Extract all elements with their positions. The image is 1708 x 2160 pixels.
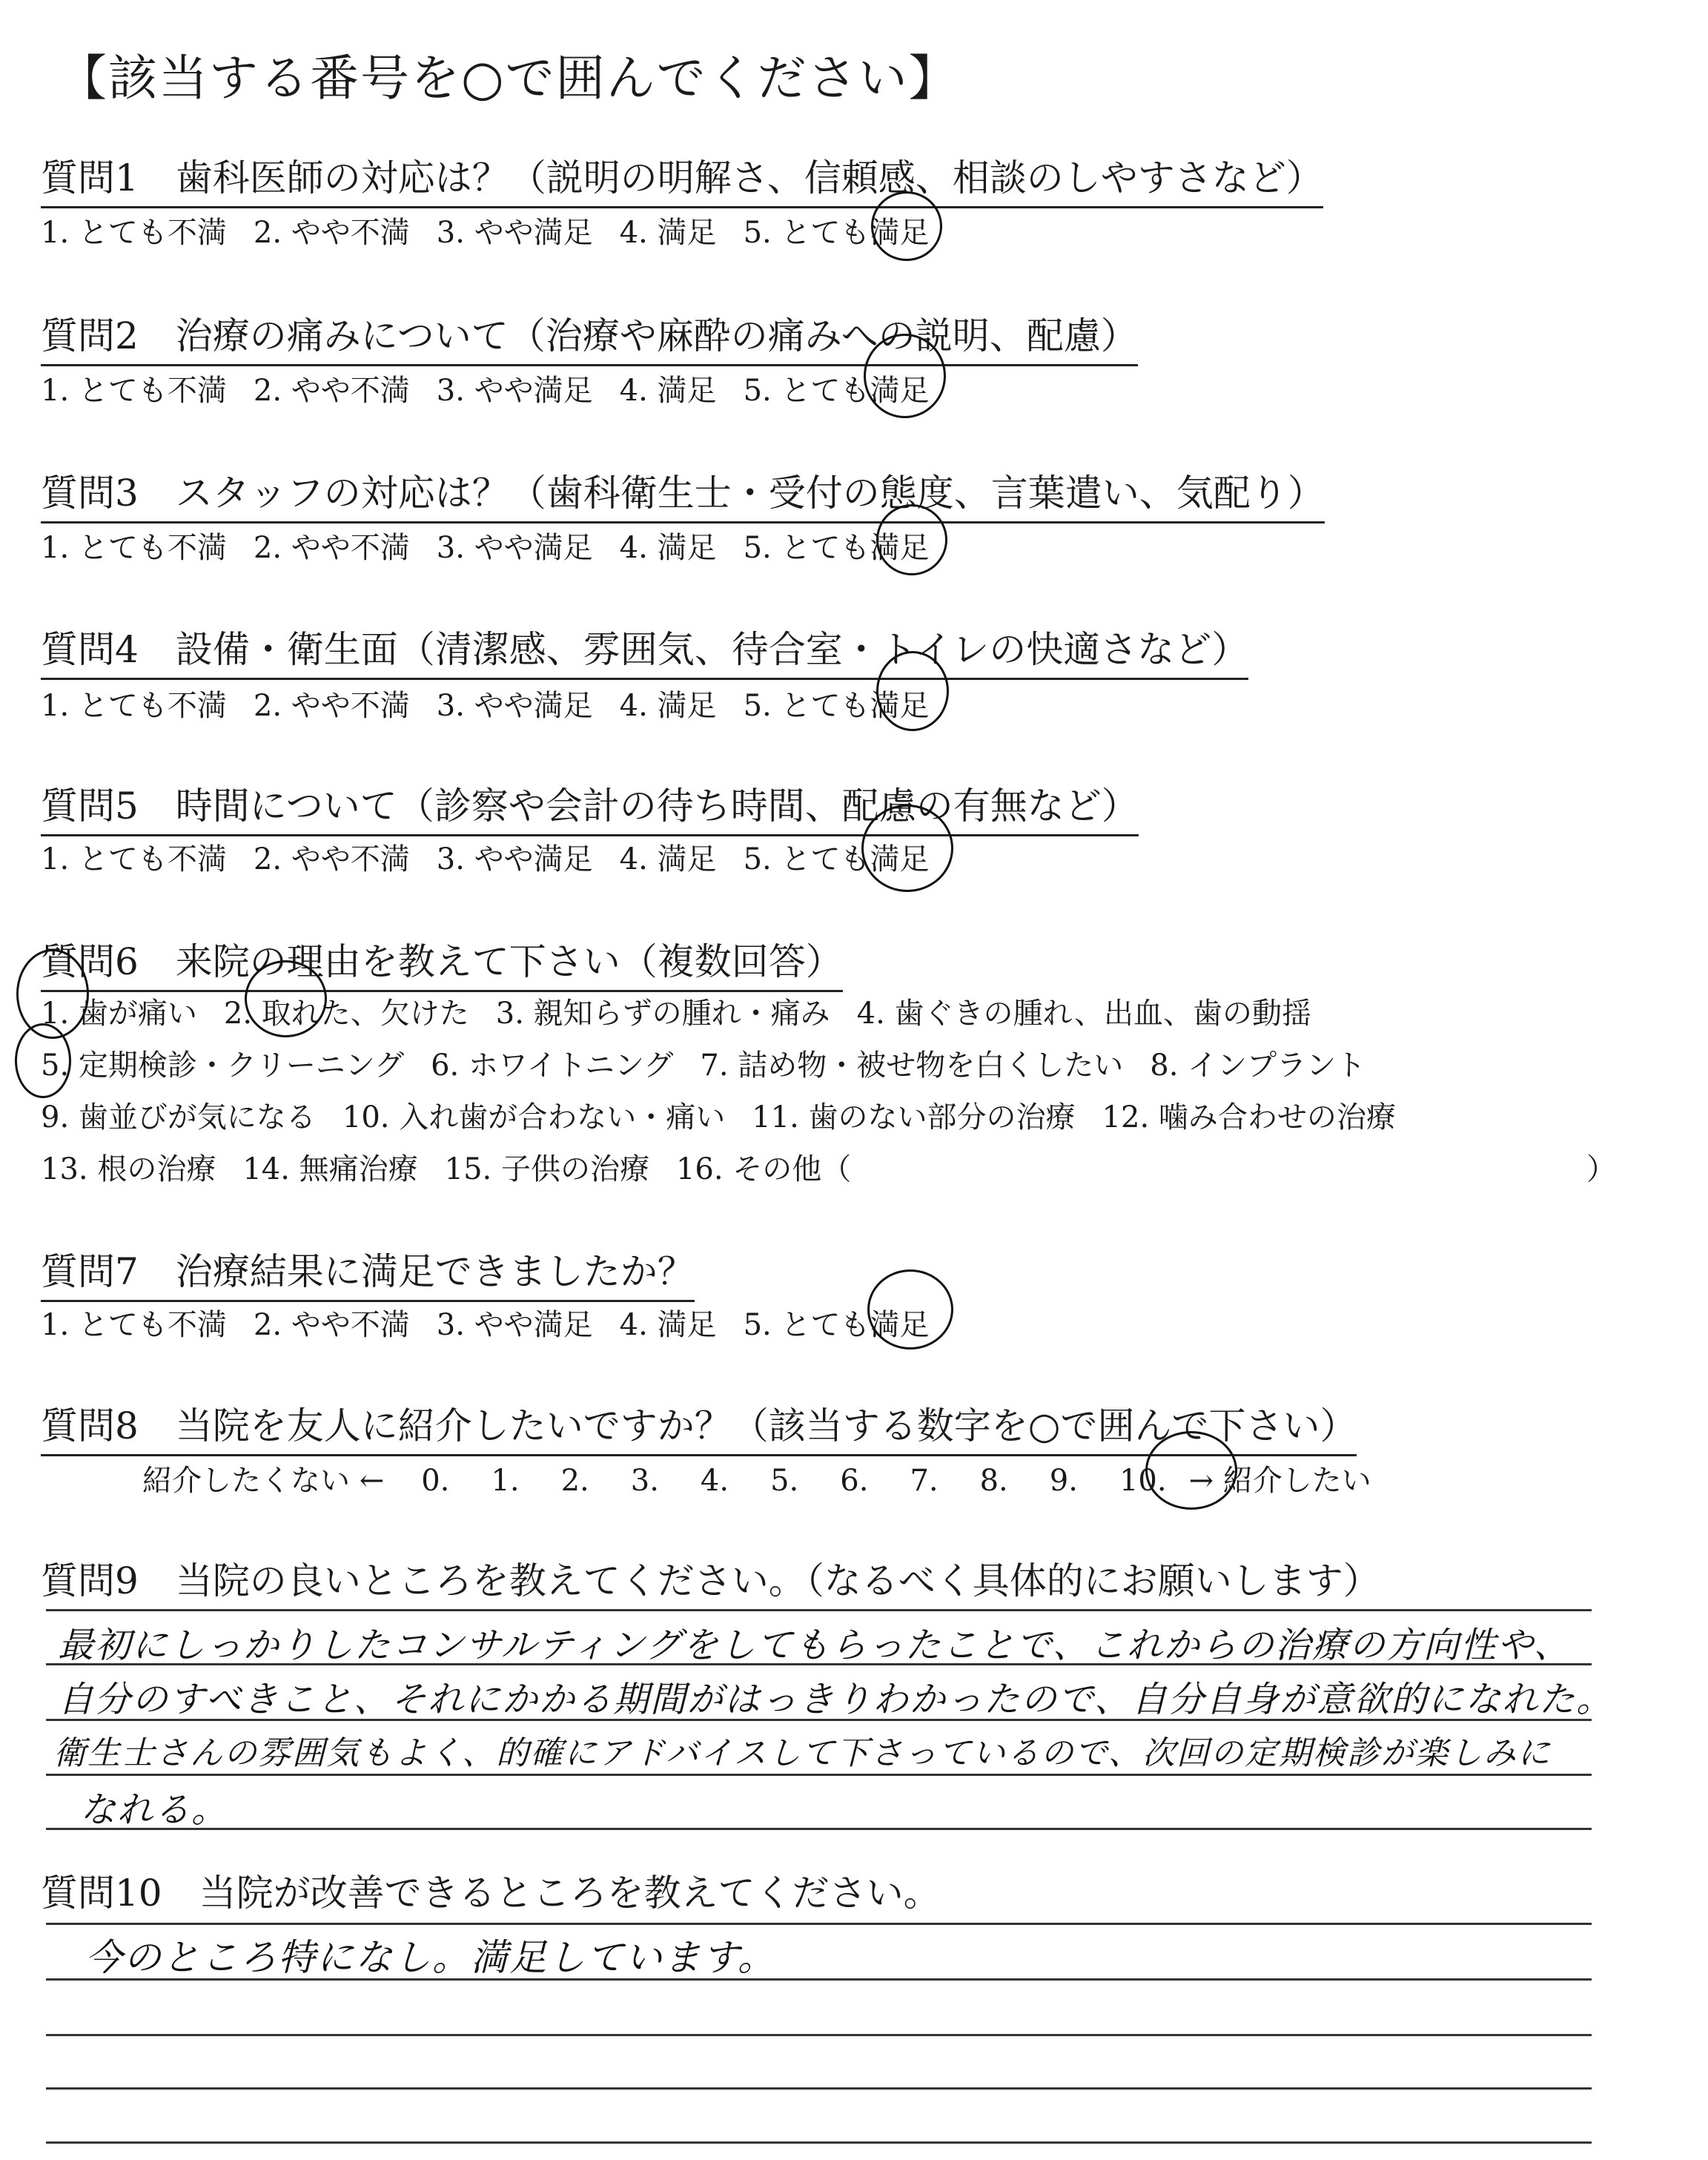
q5-option-5[interactable]: 5. とても満足 xyxy=(743,842,930,876)
q2-option-4[interactable]: 4. 満足 xyxy=(619,374,717,408)
q6-option-10[interactable]: 10. 入れ歯が合わない・痛い xyxy=(342,1100,726,1135)
question-7-options xyxy=(41,1301,956,1344)
q10-ruled-line-3 xyxy=(46,2034,1592,2036)
question-6-row-4 xyxy=(41,1146,878,1188)
question-3-heading: 質問3 スタッフの対応は？（歯科衛生士・受付の態度、言葉遣い、気配り） xyxy=(41,463,1325,524)
q5-option-3[interactable]: 3. やや満足 xyxy=(436,842,593,876)
q7-option-4[interactable]: 4. 満足 xyxy=(619,1308,717,1342)
q4-option-4[interactable]: 4. 満足 xyxy=(619,689,717,723)
q9-ruled-line-5 xyxy=(46,1828,1592,1830)
q8-left-label: 紹介したくない ← xyxy=(142,1464,385,1498)
question-5-heading: 質問5 時間について（診察や会計の待ち時間、配慮の有無など） xyxy=(41,776,1139,836)
q6-option-8[interactable]: 8. インプラント xyxy=(1150,1048,1366,1083)
q5-selection-circle xyxy=(861,805,953,892)
q7-selection-circle xyxy=(867,1269,953,1350)
q9-answer-line-2: 自分のすべきこと、それにかかる期間がはっきりわかったので、自分自身が意欲的になれた。 xyxy=(58,1679,1614,1720)
q3-selection-circle xyxy=(876,504,947,575)
q6-selection-circle-5 xyxy=(15,1023,71,1098)
q2-option-1[interactable]: 1. とても不満 xyxy=(41,374,227,408)
question-9-heading: 質問9 当院の良いところを教えてください。（なるべく具体的にお願いします） xyxy=(41,1559,1380,1602)
q8-scale-4[interactable]: 4. xyxy=(700,1464,729,1498)
question-2-options xyxy=(41,367,956,409)
q1-option-1[interactable]: 1. とても不満 xyxy=(41,216,227,250)
q3-option-1[interactable]: 1. とても不満 xyxy=(41,531,227,565)
q5-option-1[interactable]: 1. とても不満 xyxy=(41,842,227,876)
q9-ruled-line-4 xyxy=(46,1774,1592,1776)
q7-option-1[interactable]: 1. とても不満 xyxy=(41,1308,227,1342)
question-3-options xyxy=(41,524,956,567)
q8-scale-0[interactable]: 0. xyxy=(421,1464,450,1498)
question-6-heading: 質問6 来院の理由を教えて下さい（複数回答） xyxy=(41,932,843,992)
q10-ruled-line-5 xyxy=(46,2141,1592,2144)
q6-option-7[interactable]: 7. 詰め物・被せ物を白くしたい xyxy=(700,1048,1124,1083)
q1-option-4[interactable]: 4. 満足 xyxy=(619,216,717,250)
q8-scale-8[interactable]: 8. xyxy=(979,1464,1008,1498)
q5-option-2[interactable]: 2. やや不満 xyxy=(253,842,410,876)
question-6-row-1 xyxy=(41,990,1338,1032)
q2-option-2[interactable]: 2. やや不満 xyxy=(253,374,410,408)
q3-option-3[interactable]: 3. やや満足 xyxy=(436,531,593,565)
q6-other-close-paren: ） xyxy=(1586,1152,1616,1186)
q9-ruled-line-1 xyxy=(46,1609,1592,1611)
q6-option-13[interactable]: 13. 根の治療 xyxy=(41,1152,216,1186)
q6-option-2[interactable]: 2. 取れた、欠けた xyxy=(223,997,469,1031)
question-7-heading: 質問7 治療結果に満足できましたか？ xyxy=(41,1242,695,1302)
question-10-heading: 質問10 当院が改善できるところを教えてください。 xyxy=(41,1872,941,1915)
question-4-heading: 質問4 設備・衛生面（清潔感、雰囲気、待合室・トイレの快適さなど） xyxy=(41,620,1248,680)
q6-option-4[interactable]: 4. 歯ぐきの腫れ、出血、歯の動揺 xyxy=(856,997,1311,1031)
q10-answer-line-1: 今のところ特になし。満足しています。 xyxy=(85,1936,776,1979)
q10-ruled-line-4 xyxy=(46,2087,1592,2090)
q6-option-14[interactable]: 14. 無痛治療 xyxy=(242,1152,418,1186)
q6-option-9[interactable]: 9. 歯並びが気になる xyxy=(41,1100,316,1135)
question-2-heading: 質問2 治療の痛みについて（治療や麻酔の痛みへの説明、配慮） xyxy=(41,306,1138,366)
q8-scale-1[interactable]: 1. xyxy=(491,1464,520,1498)
q8-scale-2[interactable]: 2. xyxy=(560,1464,589,1498)
q2-option-3[interactable]: 3. やや満足 xyxy=(436,374,593,408)
q7-option-3[interactable]: 3. やや満足 xyxy=(436,1308,593,1342)
q9-answer-line-1: 最初にしっかりしたコンサルティングをしてもらったことで、これからの治療の方向性や、 xyxy=(58,1625,1571,1666)
q7-option-2[interactable]: 2. やや不満 xyxy=(253,1308,410,1342)
page-title: 【該当する番号を○で囲んでください】 xyxy=(58,50,959,107)
question-6-row-3 xyxy=(41,1094,1423,1136)
q8-scale-9[interactable]: 9. xyxy=(1049,1464,1078,1498)
q6-option-15[interactable]: 15. 子供の治療 xyxy=(444,1152,649,1186)
q8-scale-10[interactable]: 10. xyxy=(1119,1464,1167,1498)
q4-selection-circle xyxy=(876,651,949,731)
q8-scale-5[interactable]: 5. xyxy=(770,1464,799,1498)
question-1-heading: 質問1 歯科医師の対応は？（説明の明解さ、信頼感、相談のしやすさなど） xyxy=(41,148,1323,208)
q10-ruled-line-1 xyxy=(46,1923,1592,1925)
q3-option-2[interactable]: 2. やや不満 xyxy=(253,531,410,565)
q8-scale-6[interactable]: 6. xyxy=(840,1464,869,1498)
q5-option-4[interactable]: 4. 満足 xyxy=(619,842,717,876)
q4-option-2[interactable]: 2. やや不満 xyxy=(253,689,410,723)
q6-selection-circle-2 xyxy=(245,960,327,1037)
q1-selection-circle xyxy=(871,191,942,261)
q3-option-4[interactable]: 4. 満足 xyxy=(619,531,717,565)
q6-option-1[interactable]: 1. 歯が痛い xyxy=(41,997,197,1031)
q1-option-5[interactable]: 5. とても満足 xyxy=(743,216,930,250)
q6-option-5[interactable]: 5. 定期検診・クリーニング xyxy=(41,1048,405,1083)
q4-option-5[interactable]: 5. とても満足 xyxy=(743,689,930,723)
question-8-heading: 質問8 当院を友人に紹介したいですか？（該当する数字を○で囲んで下さい） xyxy=(41,1396,1357,1456)
q2-option-5[interactable]: 5. とても満足 xyxy=(743,374,930,408)
q4-option-1[interactable]: 1. とても不満 xyxy=(41,689,227,723)
q6-option-6[interactable]: 6. ホワイトニング xyxy=(431,1048,674,1083)
q6-option-12[interactable]: 12. 噛み合わせの治療 xyxy=(1102,1100,1396,1135)
question-5-options xyxy=(41,836,956,878)
q6-option-11[interactable]: 11. 歯のない部分の治療 xyxy=(752,1100,1076,1135)
q6-option-3[interactable]: 3. 親知らずの腫れ・痛み xyxy=(495,997,830,1031)
q3-option-5[interactable]: 5. とても満足 xyxy=(743,531,930,565)
q9-answer-line-4: なれる。 xyxy=(80,1789,229,1831)
q4-option-3[interactable]: 3. やや満足 xyxy=(436,689,593,723)
q9-answer-line-3: 衛生士さんの雰囲気もよく、的確にアドバイスして下さっているので、次回の定期検診が楽しみに xyxy=(53,1734,1552,1772)
question-6-row-2 xyxy=(41,1042,1392,1084)
q8-scale-7[interactable]: 7. xyxy=(910,1464,939,1498)
q8-right-label: → 紹介したい xyxy=(1188,1464,1371,1498)
q8-scale-3[interactable]: 3. xyxy=(630,1464,659,1498)
q7-option-5[interactable]: 5. とても満足 xyxy=(743,1308,930,1342)
q6-option-16[interactable]: 16. その他（ xyxy=(675,1152,852,1186)
q1-option-2[interactable]: 2. やや不満 xyxy=(253,216,410,250)
question-1-options xyxy=(41,209,956,251)
q1-option-3[interactable]: 3. やや満足 xyxy=(436,216,593,250)
q8-selection-circle xyxy=(1145,1431,1237,1510)
q2-selection-circle xyxy=(864,334,946,418)
question-4-options xyxy=(41,682,956,724)
